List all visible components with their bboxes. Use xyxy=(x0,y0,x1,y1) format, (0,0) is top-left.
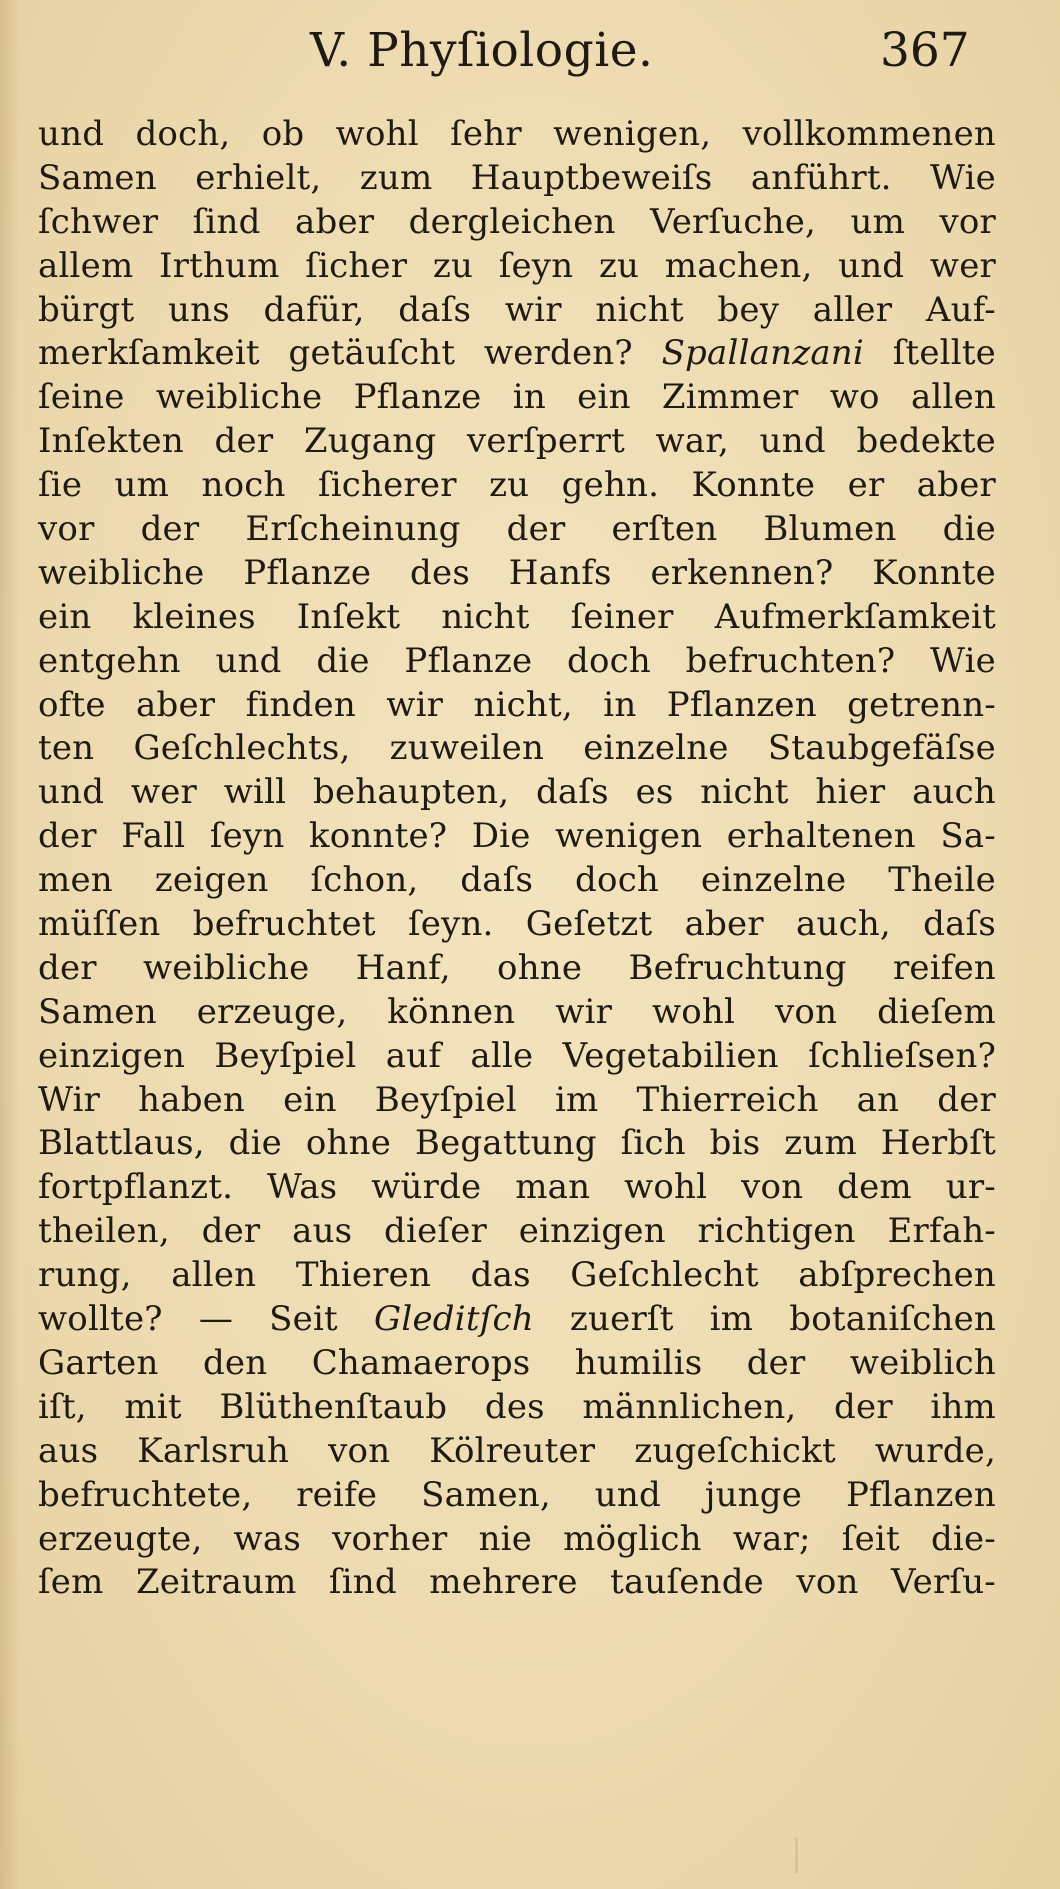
text-line xyxy=(38,1474,996,1518)
text-line xyxy=(38,420,996,464)
line-text: müſſen befruchtet ſeyn. Geſetzt aber auch, daſs xyxy=(38,904,996,945)
text-line xyxy=(38,1518,996,1562)
line-text: erzeugte, was vorher nie möglich war; ſeit die- xyxy=(38,1518,996,1559)
running-title: V. Phyſiologie. xyxy=(310,23,654,78)
page-number: 367 xyxy=(880,23,970,78)
text-line xyxy=(38,376,996,420)
line-text: Wir haben ein Beyſpiel im Thierreich an der xyxy=(38,1079,996,1120)
line-text: entgehn und die Pflanze doch befruchten? Wie xyxy=(38,640,996,681)
text-line xyxy=(38,1386,996,1430)
line-text: ſie um noch ſicherer zu gehn. Konnte er aber xyxy=(38,465,996,506)
line-text: ofte aber finden wir nicht, in Pflanzen getrenn- xyxy=(38,684,996,725)
line-text: ten Geſchlechts, zuweilen einzelne Staubgefäſse xyxy=(38,728,996,769)
line-text: ſeine weibliche Pflanze in ein Zimmer wo allen xyxy=(38,377,996,418)
text-line xyxy=(38,1254,996,1298)
line-text: Samen erhielt, zum Hauptbeweiſs anführt. Wie xyxy=(38,157,996,198)
line-text: ſtellte xyxy=(863,333,996,374)
line-text: einzigen Beyſpiel auf alle Vegetabilien ſchlieſsen? xyxy=(38,1035,996,1076)
text-line xyxy=(38,947,996,991)
text-line xyxy=(38,332,996,376)
line-text: allem Irthum ſicher zu ſeyn zu machen, und wer xyxy=(38,245,996,286)
text-line xyxy=(38,640,996,684)
text-line xyxy=(38,245,996,289)
line-text: Blattlaus, die ohne Begattung ſich bis zum Herbſt xyxy=(38,1123,996,1164)
italic-name: Spallanzani xyxy=(661,333,864,374)
text-line xyxy=(38,771,996,815)
line-text: Inſekten der Zugang verſperrt war, und bedekte xyxy=(38,421,996,462)
line-text: iſt, mit Blüthenſtaub des männlichen, der ihm xyxy=(38,1386,996,1427)
line-text: Garten den Chamaerops humilis der weiblich xyxy=(38,1342,996,1383)
line-text: ſem Zeitraum ſind mehrere tauſende von Verſu- xyxy=(38,1562,996,1603)
line-text: weibliche Pflanze des Hanfs erkennen? Konnte xyxy=(38,552,996,593)
text-line xyxy=(38,1035,996,1079)
text-line xyxy=(38,1210,996,1254)
line-text: zuerſt im botaniſchen xyxy=(533,1299,996,1340)
text-line xyxy=(38,201,996,245)
line-text: merkſamkeit getäuſcht werden? xyxy=(38,333,662,374)
line-text: und wer will behaupten, daſs es nicht hier auch xyxy=(38,772,996,813)
line-text: ſchwer ſind aber dergleichen Verſuche, um vor xyxy=(38,201,996,242)
line-text: men zeigen ſchon, daſs doch einzelne Theile xyxy=(38,860,996,901)
text-line xyxy=(38,903,996,947)
line-text: befruchtete, reife Samen, und junge Pflanzen xyxy=(38,1474,996,1515)
italic-name: Gleditſch xyxy=(374,1299,534,1340)
text-line xyxy=(38,1430,996,1474)
line-text: ein kleines Inſekt nicht ſeiner Aufmerkſamkeit xyxy=(38,596,996,637)
line-text: bürgt uns dafür, daſs wir nicht bey aller Auf- xyxy=(38,289,996,330)
text-line xyxy=(38,727,996,771)
page-gutter-shadow xyxy=(0,0,20,1889)
text-line xyxy=(38,157,996,201)
page-header xyxy=(0,18,1060,88)
text-line xyxy=(38,508,996,552)
text-line xyxy=(38,815,996,859)
line-text: wollte? — Seit xyxy=(38,1299,375,1340)
text-line xyxy=(38,1122,996,1166)
text-line xyxy=(38,1079,996,1123)
text-line xyxy=(38,991,996,1035)
text-line xyxy=(38,1298,996,1342)
text-line xyxy=(38,464,996,508)
line-text: aus Karlsruh von Kölreuter zugeſchickt wurde, xyxy=(38,1430,996,1471)
line-text: theilen, der aus dieſer einzigen richtigen Erfah- xyxy=(38,1211,996,1252)
text-line xyxy=(38,113,996,157)
text-line xyxy=(38,859,996,903)
line-text: Samen erzeuge, können wir wohl von dieſem xyxy=(38,991,996,1032)
text-line xyxy=(38,1342,996,1386)
text-line xyxy=(38,684,996,728)
line-text: rung, allen Thieren das Geſchlecht abſprechen xyxy=(38,1255,996,1296)
text-line xyxy=(38,552,996,596)
line-text: der Fall ſeyn konnte? Die wenigen erhaltenen Sa- xyxy=(38,816,996,857)
line-text: vor der Erſcheinung der erſten Blumen die xyxy=(38,509,996,550)
text-line xyxy=(38,1166,996,1210)
text-line xyxy=(38,289,996,333)
text-line xyxy=(38,596,996,640)
text-line xyxy=(38,1561,996,1605)
line-text: der weibliche Hanf, ohne Befruchtung reifen xyxy=(38,947,996,988)
body-text xyxy=(38,113,996,1605)
paper-mark xyxy=(795,1838,798,1873)
line-text: und doch, ob wohl ſehr wenigen, vollkommenen xyxy=(38,114,996,154)
line-text: fortpflanzt. Was würde man wohl von dem ur- xyxy=(38,1167,996,1208)
